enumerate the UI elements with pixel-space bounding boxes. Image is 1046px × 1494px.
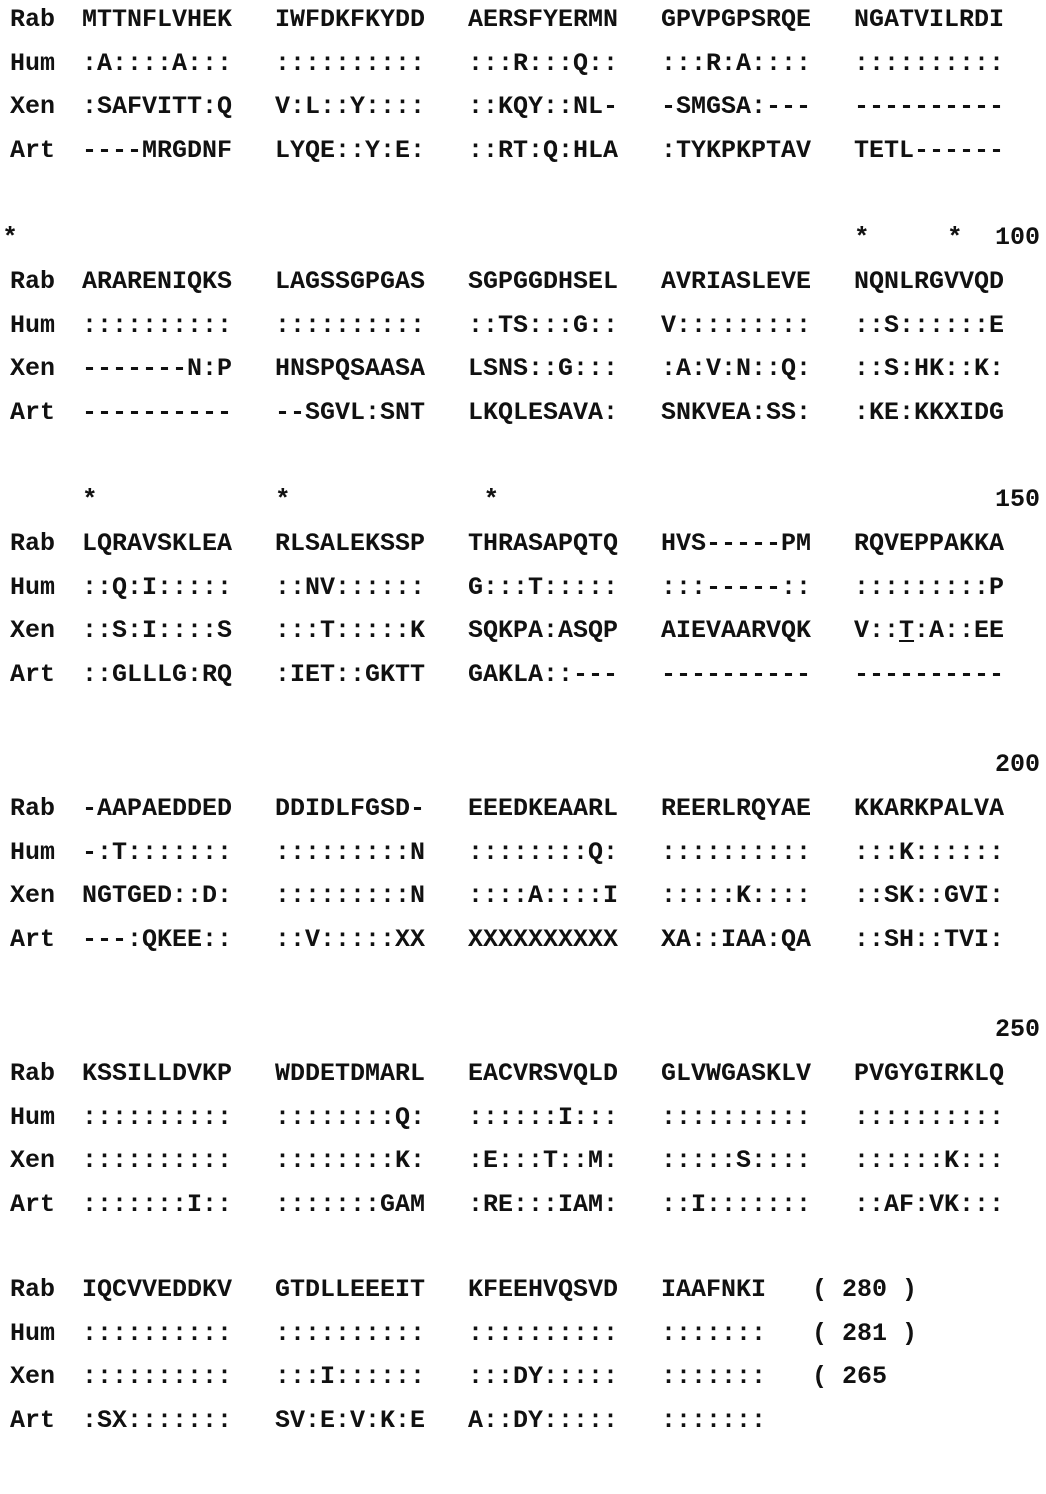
species-label: Rab (10, 5, 56, 34)
sequence-segment: ::V:::::XX (275, 925, 426, 955)
sequence-segment: EACVRSVQLD (468, 1059, 619, 1088)
species-label: Rab (10, 1275, 56, 1304)
sequence-segment: ARARENIQKS (82, 267, 233, 296)
sequence-segment: A::DY::::: (468, 1406, 619, 1436)
sequence-segment: NGATVILRDI (854, 5, 1005, 34)
species-label: Hum (10, 1318, 56, 1348)
sequence-segment: LQRAVSKLEA (82, 529, 233, 558)
position-marker-row (2, 218, 1040, 258)
sequence-segment: SQKPA:ASQP (468, 616, 619, 646)
species-label: Rab (10, 794, 56, 823)
sequence-segment: ::::::::K: (275, 1146, 426, 1176)
conserved-star: * (946, 223, 963, 253)
sequence-row-xen (10, 87, 1040, 127)
position-marker-row (10, 745, 1040, 785)
species-label: Rab (10, 1059, 56, 1088)
sequence-segment: AERSFYERMN (468, 5, 619, 34)
sequence-segment: RLSALEKSSP (275, 529, 426, 558)
sequence-segment: ::::::::Q: (468, 837, 619, 867)
species-label: Art (10, 1406, 56, 1436)
sequence-segment: NGTGED::D: (82, 881, 233, 911)
sequence-segment: GPVPGPSRQE (661, 5, 812, 34)
sequence-segment: ::NV:::::: (275, 572, 426, 602)
sequence-segment: HNSPQSAASA (275, 354, 426, 384)
sequence-segment: :RE:::IAM: (468, 1190, 619, 1220)
sequence-segment: ---------- (661, 660, 812, 690)
sequence-segment: ----MRGDNF (82, 136, 233, 166)
sequence-segment: RQVEPPAKKA (854, 529, 1005, 558)
sequence-length: ( 281 ) (812, 1318, 918, 1348)
sequence-row-art (10, 393, 1040, 433)
species-label: Xen (10, 1146, 56, 1176)
sequence-segment: ::S:I::::S (82, 616, 233, 646)
sequence-segment: :IET::GKTT (275, 660, 426, 690)
sequence-segment: G:::T::::: (468, 572, 619, 602)
sequence-row-xen (10, 611, 1040, 651)
sequence-segment: V:L::Y:::: (275, 92, 426, 122)
species-label: Art (10, 136, 56, 166)
sequence-segment: ---:QKEE:: (82, 925, 233, 955)
position-number: 250 (994, 1015, 1040, 1044)
sequence-segment: REERLRQYAE (661, 794, 812, 823)
position-number: 150 (994, 485, 1040, 514)
position-number: 100 (994, 223, 1040, 252)
sequence-segment: IQCVVEDDKV (82, 1275, 233, 1304)
species-label: Art (10, 660, 56, 690)
sequence-segment: ::S::::::E (854, 310, 1005, 340)
conserved-star: * (2, 223, 18, 253)
sequence-segment: ::SH::TVI: (854, 925, 1005, 955)
sequence-segment: ::I::::::: (661, 1190, 812, 1220)
sequence-segment: :::-----:: (661, 572, 812, 602)
sequence-segment: ::TS:::G:: (468, 310, 619, 340)
sequence-segment: PVGYGIRKLQ (854, 1059, 1005, 1088)
sequence-segment: XXXXXXXXXX (468, 925, 619, 955)
species-label: Rab (10, 267, 56, 296)
sequence-segment: MTTNFLVHEK (82, 5, 233, 34)
species-label: Hum (10, 572, 56, 602)
position-marker-row (10, 480, 1040, 520)
species-label: Art (10, 1190, 56, 1220)
sequence-row-xen (10, 1357, 1040, 1397)
sequence-segment: :::::::::: (82, 310, 233, 340)
conserved-star: * (483, 485, 500, 515)
sequence-segment: GAKLA::--- (468, 660, 619, 690)
sequence-segment: -AAPAEDDED (82, 794, 233, 823)
sequence-segment: :::::::::: (661, 1102, 812, 1132)
species-label: Hum (10, 837, 56, 867)
sequence-segment: SGPGGDHSEL (468, 267, 619, 296)
sequence-segment: ::S:HK::K: (854, 354, 1005, 384)
sequence-segment: :::DY::::: (468, 1362, 619, 1392)
sequence-row-hum (10, 833, 1040, 873)
sequence-segment: :::::::::: (275, 1318, 426, 1348)
conserved-star: * (853, 223, 870, 253)
species-label: Xen (10, 354, 56, 384)
underlined-residue: T (899, 616, 915, 646)
sequence-segment: :E:::T::M: (468, 1146, 619, 1176)
sequence-segment: :::::::::: (82, 1146, 233, 1176)
sequence-row-rab (10, 1270, 1040, 1310)
sequence-segment: ::::A::::I (468, 881, 619, 911)
sequence-segment: :::::::::: (275, 48, 426, 78)
sequence-segment: ::::::: (661, 1362, 767, 1392)
sequence-row-rab (10, 0, 1040, 40)
sequence-segment: ::GLLLG:RQ (82, 660, 233, 690)
sequence-row-art (10, 655, 1040, 695)
sequence-segment: -SMGSA:--- (661, 92, 812, 122)
sequence-segment: :::::::::: (82, 1362, 233, 1392)
sequence-segment: V::::::::: (661, 310, 812, 340)
sequence-row-hum (10, 1314, 1040, 1354)
sequence-segment: :::::::::: (275, 310, 426, 340)
species-label: Art (10, 925, 56, 955)
sequence-row-art (10, 131, 1040, 171)
sequence-segment: KKARKPALVA (854, 794, 1005, 823)
conserved-star: * (274, 485, 291, 515)
sequence-segment: :A::::A::: (82, 48, 233, 78)
sequence-segment: :::::::::: (468, 1318, 619, 1348)
sequence-row-art (10, 1401, 1040, 1441)
sequence-segment: :KE:KKXIDG (854, 398, 1005, 428)
sequence-segment: :::K:::::: (854, 837, 1005, 867)
sequence-segment: :::::::I:: (82, 1190, 233, 1220)
sequence-row-hum (10, 44, 1040, 84)
sequence-row-art (10, 920, 1040, 960)
species-label: Rab (10, 529, 56, 558)
sequence-segment: THRASAPQTQ (468, 529, 619, 558)
sequence-segment: :::::::::: (854, 1102, 1005, 1132)
sequence-segment: :::::::::: (82, 1318, 233, 1348)
sequence-segment: :::::::::: (82, 1102, 233, 1132)
sequence-segment: :::::::::N (275, 837, 426, 867)
sequence-segment: EEEDKEAARL (468, 794, 619, 823)
sequence-row-hum (10, 568, 1040, 608)
sequence-segment: LAGSSGPGAS (275, 267, 426, 296)
sequence-segment: :::I:::::: (275, 1362, 426, 1392)
sequence-segment: IWFDKFKYDD (275, 5, 426, 34)
sequence-segment: TETL------ (854, 136, 1005, 166)
sequence-segment: ::::::::Q: (275, 1102, 426, 1132)
sequence-segment: -------N:P (82, 354, 233, 384)
sequence-segment: V::T:A::EE (854, 616, 1005, 646)
species-label: Art (10, 398, 56, 428)
sequence-segment: GTDLLEEEIT (275, 1275, 426, 1304)
sequence-segment: WDDETDMARL (275, 1059, 426, 1088)
sequence-segment: HVS-----PM (661, 529, 812, 558)
sequence-row-xen (10, 1141, 1040, 1181)
sequence-segment: :SX::::::: (82, 1406, 233, 1436)
sequence-segment: :::::::::N (275, 881, 426, 911)
sequence-segment: KSSILLDVKP (82, 1059, 233, 1088)
species-label: Hum (10, 310, 56, 340)
conserved-star: * (81, 485, 98, 515)
sequence-row-rab (10, 789, 1040, 829)
sequence-segment: :::::::::P (854, 572, 1005, 602)
sequence-segment: :::::S:::: (661, 1146, 812, 1176)
sequence-segment: XA::IAA:QA (661, 925, 812, 955)
species-label: Hum (10, 1102, 56, 1132)
species-label: Xen (10, 616, 56, 646)
sequence-row-xen (10, 876, 1040, 916)
sequence-length: ( 280 ) (812, 1275, 918, 1304)
sequence-segment: :SAFVITT:Q (82, 92, 233, 122)
sequence-segment: :::::::::: (854, 48, 1005, 78)
sequence-segment: :::T:::::K (275, 616, 426, 646)
sequence-segment: DDIDLFGSD- (275, 794, 426, 823)
sequence-row-hum (10, 1098, 1040, 1138)
sequence-segment: ::RT:Q:HLA (468, 136, 619, 166)
sequence-segment: GLVWGASKLV (661, 1059, 812, 1088)
sequence-length: ( 265 (812, 1362, 888, 1392)
position-number: 200 (994, 750, 1040, 779)
sequence-row-rab (10, 262, 1040, 302)
species-label: Xen (10, 92, 56, 122)
sequence-row-rab (10, 1054, 1040, 1094)
sequence-segment: NQNLRGVVQD (854, 267, 1005, 296)
sequence-segment: ::::::I::: (468, 1102, 619, 1132)
sequence-segment: -:T::::::: (82, 837, 233, 867)
sequence-segment: :::::K:::: (661, 881, 812, 911)
species-label: Xen (10, 881, 56, 911)
sequence-segment: ::::::: (661, 1406, 767, 1436)
sequence-segment: ::KQY::NL- (468, 92, 619, 122)
sequence-segment: ::AF:VK::: (854, 1190, 1005, 1220)
sequence-segment: :::R:::Q:: (468, 48, 619, 78)
sequence-segment: SV:E:V:K:E (275, 1406, 426, 1436)
sequence-segment: :A:V:N::Q: (661, 354, 812, 384)
sequence-segment: KFEEHVQSVD (468, 1275, 619, 1304)
sequence-segment: --SGVL:SNT (275, 398, 426, 428)
sequence-segment: LKQLESAVA: (468, 398, 619, 428)
sequence-segment: :::::::GAM (275, 1190, 426, 1220)
sequence-row-rab (10, 524, 1040, 564)
sequence-segment: AIEVAARVQK (661, 616, 812, 646)
sequence-segment: AVRIASLEVE (661, 267, 812, 296)
sequence-segment: ::Q:I::::: (82, 572, 233, 602)
sequence-segment: :::R:A:::: (661, 48, 812, 78)
sequence-segment: SNKVEA:SS: (661, 398, 812, 428)
sequence-segment: LSNS::G::: (468, 354, 619, 384)
sequence-segment: IAAFNKI (661, 1275, 767, 1304)
sequence-segment: ---------- (854, 660, 1005, 690)
sequence-row-xen (10, 349, 1040, 389)
sequence-segment: ::::::: (661, 1318, 767, 1348)
position-marker-row (10, 1010, 1040, 1050)
sequence-row-art (10, 1185, 1040, 1225)
sequence-row-hum (10, 306, 1040, 346)
sequence-segment: LYQE::Y:E: (275, 136, 426, 166)
species-label: Hum (10, 48, 56, 78)
sequence-segment: ::SK::GVI: (854, 881, 1005, 911)
sequence-segment: ---------- (82, 398, 233, 428)
sequence-segment: :::::::::: (661, 837, 812, 867)
sequence-segment: :TYKPKPTAV (661, 136, 812, 166)
sequence-segment: ::::::K::: (854, 1146, 1005, 1176)
species-label: Xen (10, 1362, 56, 1392)
sequence-segment: ---------- (854, 92, 1005, 122)
